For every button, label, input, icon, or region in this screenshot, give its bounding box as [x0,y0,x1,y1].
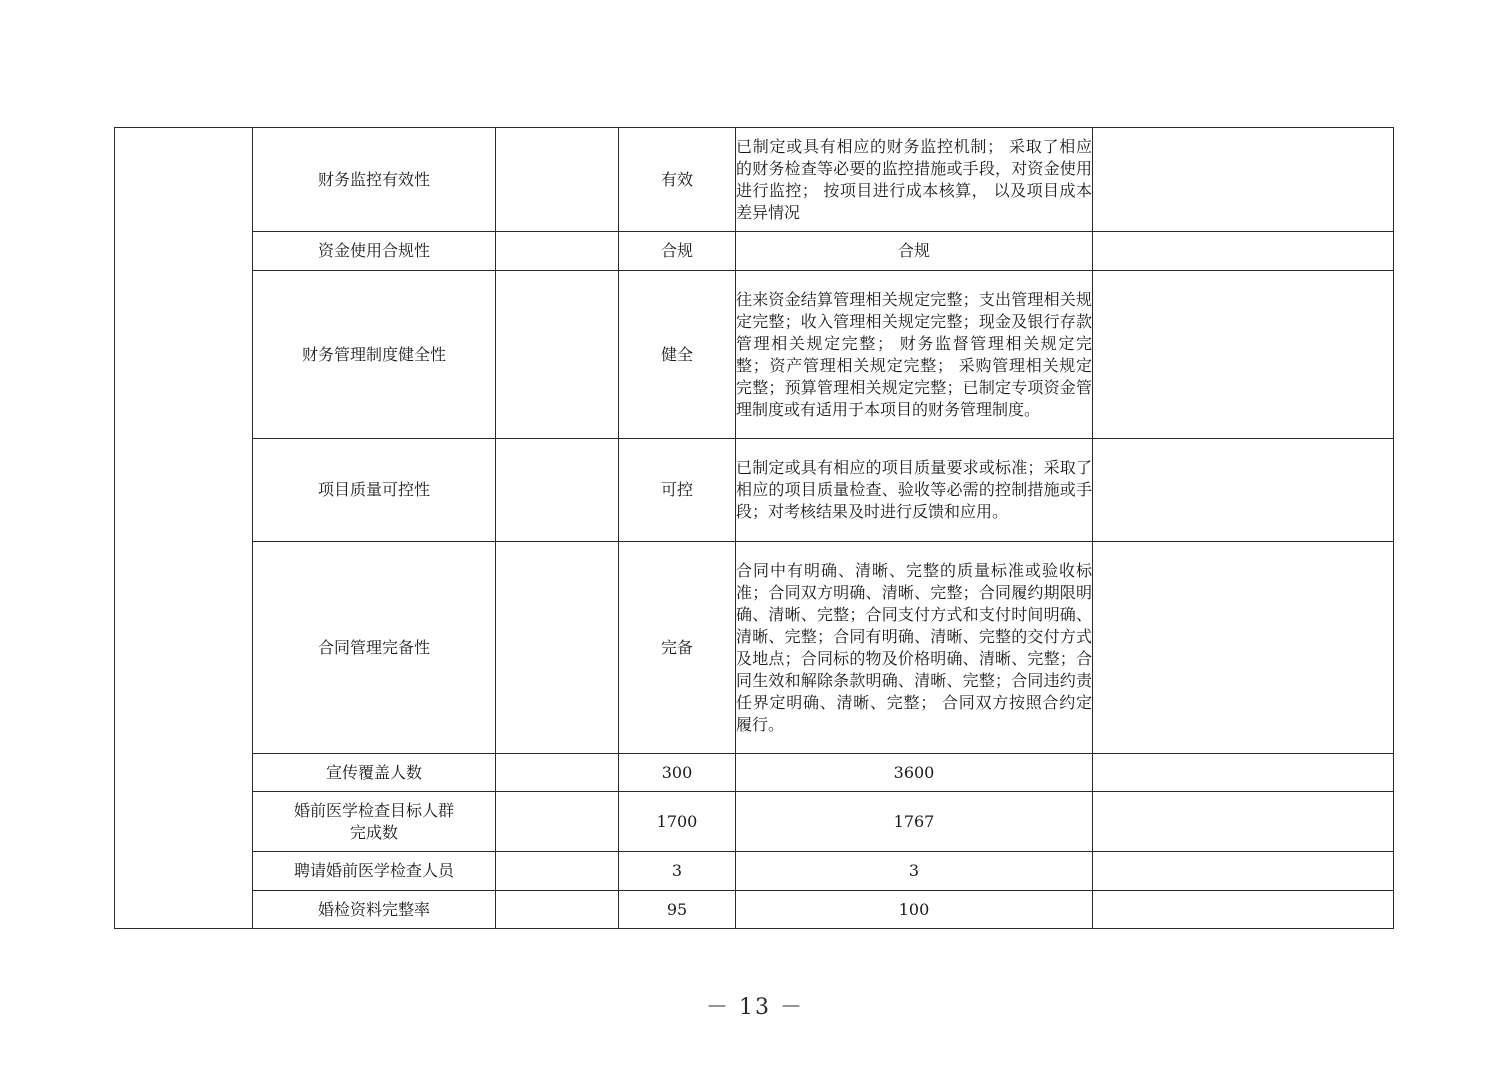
target-value-cell: 健全 [619,271,736,439]
actual-value-cell: 合同中有明确、清晰、完整的质量标准或验收标准；合同双方明确、清晰、完整；合同履约期限明确、清晰、完整；合同支付方式和支付时间明确、清晰、完整；合同有明确、清晰、完整的交付方式及地点；合同标的物及价格明确、清晰、完整；合同生效和解除条款明确、清晰、完整；合同违约责任界定明确、清晰、完整； 合同双方按照合约定履行。 [736,542,1093,754]
indicator-name-line: 婚前医学检查目标人群 [293,800,454,820]
table-row [115,271,1394,439]
remark-cell [1093,852,1394,891]
blank-cell [496,271,619,439]
indicator-name-cell [253,792,496,852]
category-cell [115,128,253,929]
table-row [115,891,1394,929]
remark-cell [1093,542,1394,754]
actual-value-cell: 已制定或具有相应的财务监控机制； 采取了相应的财务检查等必要的监控措施或手段，对资金使用进行监控； 按项目进行成本核算， 以及项目成本差异情况 [736,128,1093,232]
remark-cell [1093,891,1394,929]
table-row [115,852,1394,891]
indicator-name-line: 完成数 [349,822,398,842]
blank-cell [496,754,619,792]
remark-cell [1093,439,1394,542]
remark-cell [1093,754,1394,792]
actual-value-cell: 已制定或具有相应的项目质量要求或标准；采取了相应的项目质量检查、验收等必需的控制措施或手段；对考核结果及时进行反馈和应用。 [736,439,1093,542]
target-value-cell: 300 [619,754,736,792]
target-value-cell: 合规 [619,232,736,271]
indicator-name-cell: 财务监控有效性 [253,128,496,232]
blank-cell [496,891,619,929]
table-row [115,232,1394,271]
actual-value-cell: 3 [736,852,1093,891]
blank-cell [496,439,619,542]
actual-value-cell: 往来资金结算管理相关规定完整；支出管理相关规定完整；收入管理相关规定完整；现金及银行存款管理相关规定完整； 财务监督管理相关规定完整；资产管理相关规定完整； 采购管理相关规定完整；预算管理相关规定完整；已制定专项资金管理制度或有适用于本项目的财务管理制度。 [736,271,1093,439]
table-row [115,542,1394,754]
actual-value-cell: 合规 [736,232,1093,271]
target-value-cell: 1700 [619,792,736,852]
page-number: － 13 － [706,995,804,1020]
actual-value-cell: 3600 [736,754,1093,792]
table-row [115,439,1394,542]
remark-cell [1093,128,1394,232]
target-value-cell: 3 [619,852,736,891]
table-row [115,128,1394,232]
indicator-name-cell: 聘请婚前医学检查人员 [253,852,496,891]
indicator-name-cell: 财务管理制度健全性 [253,271,496,439]
blank-cell [496,128,619,232]
blank-cell [496,542,619,754]
target-value-cell: 完备 [619,542,736,754]
blank-cell [496,852,619,891]
indicator-name-cell: 资金使用合规性 [253,232,496,271]
actual-value-cell: 1767 [736,792,1093,852]
performance-indicator-table [114,127,1394,929]
actual-value-cell: 100 [736,891,1093,929]
table-row [115,792,1394,852]
indicator-name-cell: 宣传覆盖人数 [253,754,496,792]
indicator-name-cell: 合同管理完备性 [253,542,496,754]
blank-cell [496,232,619,271]
target-value-cell: 可控 [619,439,736,542]
indicator-name-cell: 项目质量可控性 [253,439,496,542]
blank-cell [496,792,619,852]
target-value-cell: 有效 [619,128,736,232]
table-row [115,754,1394,792]
remark-cell [1093,271,1394,439]
remark-cell [1093,792,1394,852]
target-value-cell: 95 [619,891,736,929]
indicator-name-cell: 婚检资料完整率 [253,891,496,929]
remark-cell [1093,232,1394,271]
